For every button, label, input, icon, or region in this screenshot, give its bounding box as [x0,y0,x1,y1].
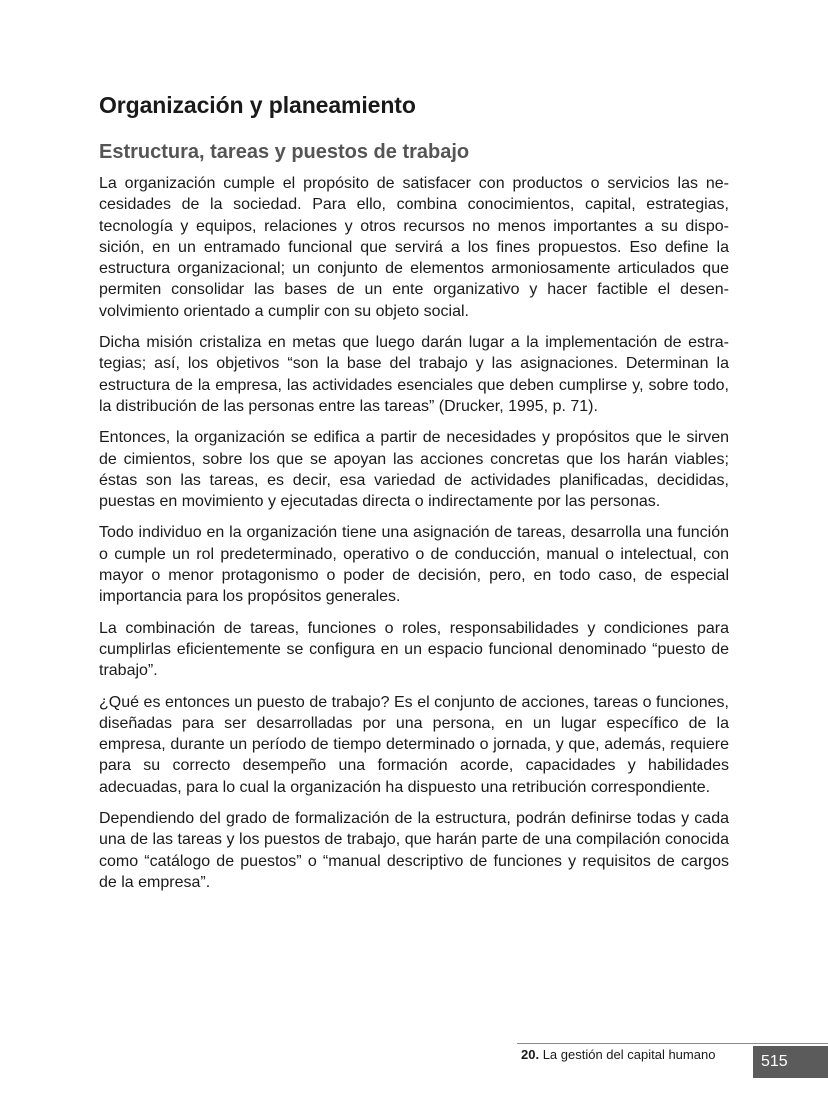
chapter-title: La gestión del capital humano [542,1047,716,1062]
paragraph: La combinación de tareas, funciones o roles, responsabilidades y condiciones para cumplirlas eficientemente se configura en un espacio funcional denominado “puesto de trabajo”. [99,619,729,680]
paragraph: Todo individuo en la organización tiene una asignación de tareas, desarrolla una función o cumple un rol predeterminado, operativo o de conducción, manual o intelectual, con mayor o menor protagonismo o poder de decisión, pero, en todo caso, de especial importancia para los propósitos generales. [99,524,729,606]
paragraph: ¿Qué es entonces un puesto de trabajo? Es el conjunto de acciones, tareas o funciones, diseñadas para ser desarrolladas por una persona, en un lugar específico de la empresa, durante un período de tiempo determinado o jornada, y que, además, requiere para su correcto desempeño una formación acorde, capacidades y habilidades adecuadas, para lo cual la organización ha dispuesto una retribución correspondiente. [99,693,729,796]
footer-divider [517,1043,828,1044]
page-title: Organización y planeamiento [99,92,416,118]
body-text [99,173,729,903]
paragraph: Dependiendo del grado de formalización de la estructura, podrán definirse todas y cada una de las tareas y los puestos de trabajo, que harán parte de una compilación conocida como “catálogo de puestos” o “manual descriptivo de funciones y requisitos de cargos de la empresa”. [99,810,729,891]
section-title: Estructura, tareas y puestos de trabajo [99,141,470,163]
chapter-number: 20. [521,1047,540,1062]
paragraph: Dicha misión cristaliza en metas que luego darán lugar a la implementación de estrategias; así, los objetivos “son la base del trabajo y las asignaciones. Determinan la estructura de la empresa, las actividades esenciales que deben cumplirse y, sobre todo, la distribución de las personas entre las tareas” (Drucker, 1995, p. 71). [99,334,729,415]
paragraph: La organización cumple el propósito de satisfacer con productos o servicios las necesidades de la sociedad. Para ello, combina conocimientos, capital, estrategias, tecnología y equipos, relaciones y otros recursos no menos importantes a su disposición, en un entramado funcional que servirá a los fines propuestos. Eso define la estructura organizacional; un conjunto de elementos armoniosamente articulados que permiten consolidar las bases de un ente organizativo y hacer factible el desenvolvimiento orientado a cumplir con su objeto social. [99,175,729,320]
page-number: 515 [753,1046,828,1078]
paragraph: Entonces, la organización se edifica a partir de necesidades y propósitos que le sirven de cimientos, sobre los que se apoyan las acciones concretas que los harán viables; éstas son las tareas, es decir, esa variedad de actividades planificadas, decididas, puestas en movimiento y ejecutadas directa o indirectamente por las personas. [99,429,729,511]
running-footer [521,1047,715,1062]
